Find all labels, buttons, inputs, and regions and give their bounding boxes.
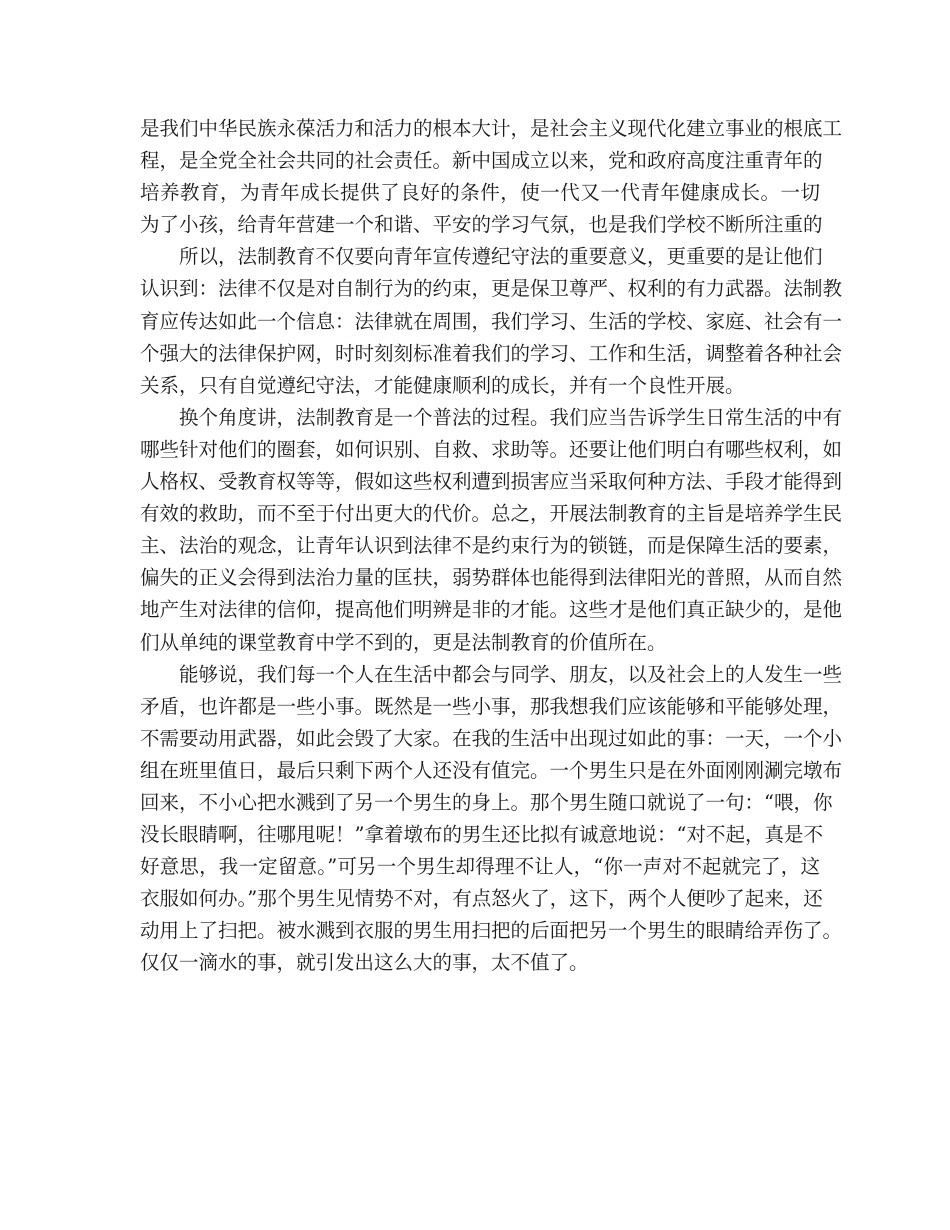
text-line: 有效的救助，而不至于付出更大的代价。总之，开展法制教育的主旨是培养学生民	[140, 502, 843, 526]
text-line: 主、法治的观念，让青年认识到法律不是约束行为的锁链，而是保障生活的要素，	[140, 534, 843, 558]
text-line: 偏失的正义会得到法治力量的匡扶，弱势群体也能得到法律阳光的普照，从而自然	[140, 566, 843, 590]
text-line: 培养教育，为青年成长提供了良好的条件，使一代又一代青年健康成长。一切	[140, 181, 820, 205]
text-line: 换个角度讲，法制教育是一个普法的过程。我们应当告诉学生日常生活的中有	[179, 405, 843, 429]
text-line: 能够说，我们每一个人在生活中都会与同学、朋友，以及社会上的人发生一些	[179, 662, 843, 686]
paragraph	[140, 402, 843, 659]
text-line: 衣服如何办。”那个男生见情势不对，有点怒火了，这下，两个人便吵了起来，还	[140, 887, 823, 911]
text-line: 回来，不小心把水溅到了另一个男生的身上。那个男生随口就说了一句：“喂，你	[140, 790, 833, 814]
text-line: 矛盾，也许都是一些小事。既然是一些小事，那我想我们应该能够和平能够处理，	[140, 694, 843, 718]
text-line: 育应传达如此一个信息：法律就在周围，我们学习、生活的学校、家庭、社会有一	[140, 309, 843, 333]
text-line: 好意思，我一定留意。”可另一个男生却得理不让人，“你一声对不起就完了，这	[140, 855, 820, 879]
text-line: 为了小孩，给青年营建一个和谐、平安的学习气氛，也是我们学校不断所注重的	[140, 213, 823, 237]
text-line: 所以，法制教育不仅要向青年宣传遵纪守法的重要意义，更重要的是让他们	[179, 245, 823, 269]
text-line: 哪些针对他们的圈套，如何识别、自救、求助等。还要让他们明白有哪些权利，如	[140, 437, 843, 461]
text-line: 程，是全党全社会共同的社会责任。新中国成立以来，党和政府高度注重青年的	[140, 149, 823, 173]
text-line: 仅仅一滴水的事，就引发出这么大的事，太不值了。	[140, 951, 589, 975]
text-line: 组在班里值日，最后只剩下两个人还没有值完。一个男生只是在外面刚刚涮完墩布	[140, 758, 843, 782]
paragraph	[140, 659, 843, 980]
text-line: 是我们中华民族永葆活力和活力的根本大计，是社会主义现代化建立事业的根底工	[140, 117, 843, 140]
paragraph	[140, 241, 843, 401]
text-line: 人格权、受教育权等等，假如这些权利遭到损害应当采取何种方法、手段才能得到	[140, 470, 843, 494]
text-line: 没长眼睛啊，往哪甩呢！”拿着墩布的男生还比拟有诚意地说：“对不起，真是不	[140, 823, 823, 847]
text-line: 认识到：法律不仅是对自制行为的约束，更是保卫尊严、权利的有力武器。法制教	[140, 277, 843, 301]
text-line: 不需要动用武器，如此会毁了大家。在我的生活中出现过如此的事：一天，一个小	[140, 726, 843, 750]
text-line: 关系，只有自觉遵纪守法，才能健康顺利的成长，并有一个良性开展。	[140, 373, 745, 397]
text-line: 地产生对法律的信仰，提高他们明辨是非的才能。这些才是他们真正缺少的，是他	[140, 598, 843, 622]
text-line: 动用上了扫把。被水溅到衣服的男生用扫把的后面把另一个男生的眼睛给弄伤了。	[140, 919, 843, 943]
document-body	[140, 113, 843, 980]
text-line: 们从单纯的课堂教育中学不到的，更是法制教育的价值所在。	[140, 630, 667, 654]
text-line: 个强大的法律保护网，时时刻刻标准着我们的学习、工作和生活，调整着各种社会	[140, 341, 843, 365]
paragraph	[140, 113, 843, 241]
